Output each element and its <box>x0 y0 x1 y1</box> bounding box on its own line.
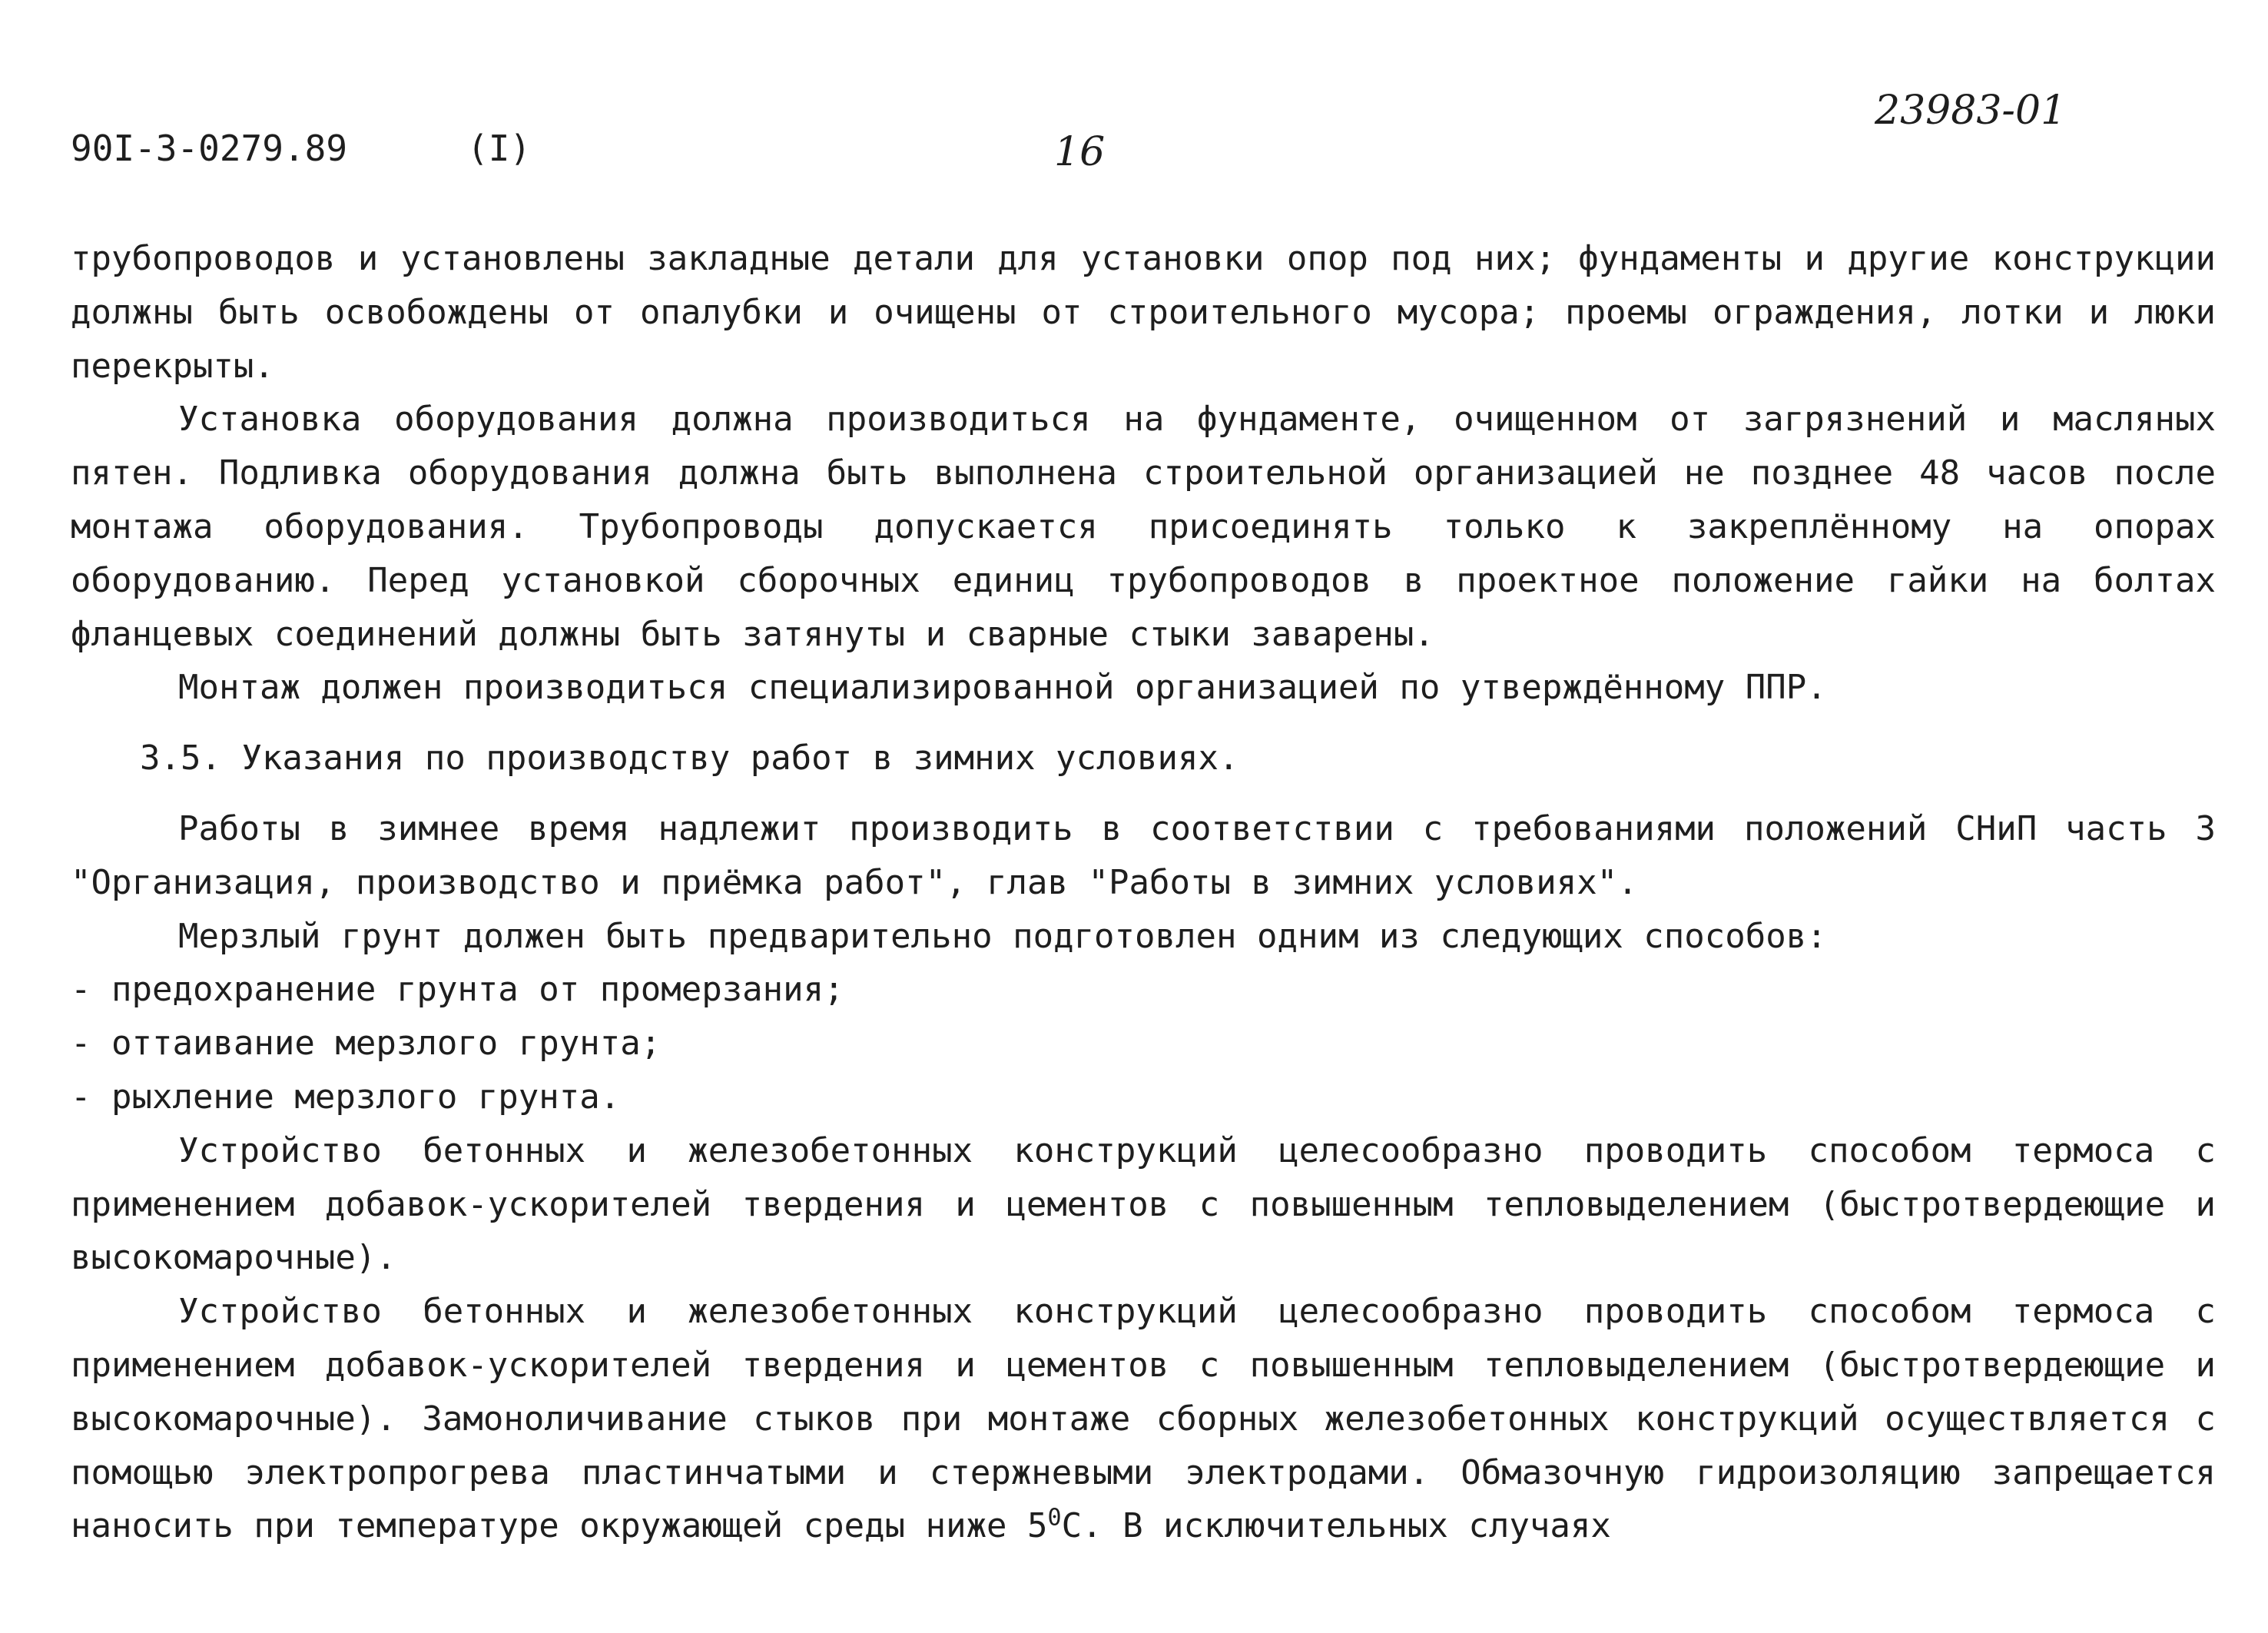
paragraph: Монтаж должен производиться специализированной организацией по утверждённому ППР. <box>178 668 1827 708</box>
paragraph: Установка оборудования должна производиться на фундаменте, очищенном от загрязнений и масляных пятен. Подливка оборудования должна быть выполнена строительной организацией не позднее 48 часов после монтажа оборудования. Трубопроводы допускается присоединять только к закреплённому на опорах оборудованию. Перед установкой сборочных единиц трубопроводов в проектное положение гайки на болтах фланцевых соединений должны быть затянуты и сварные стыки заварены. <box>71 400 2216 654</box>
document-body <box>71 232 2216 1553</box>
list-item: - оттаивание мерзлого грунта; <box>71 1024 662 1064</box>
paragraph-last <box>71 1285 2216 1553</box>
archive-number: 23983-01 <box>1875 88 2067 134</box>
document-part: (I) <box>467 128 532 169</box>
paragraph: Работы в зимнее время надлежит производить в соответствии с требованиями положений СНиП часть 3 "Организация, производство и приёмка работ", глав "Работы в зимних условиях". <box>71 808 2216 902</box>
list-item: - рыхление мерзлого грунта. <box>71 1077 621 1117</box>
list-item: - предохранение грунта от промерзания; <box>71 970 844 1010</box>
paragraph: Устройство бетонных и железобетонных конструкций целесообразно проводить способом термоса с применением добавок-ускорителей твердения и цементов с повышенным тепловыделением (быстротвердеющие и высокомарочные). <box>71 1130 2216 1278</box>
degree-superscript: 0 <box>1047 1504 1062 1532</box>
paragraph-text: С. В исключительных случаях <box>1061 1506 1611 1546</box>
paragraph: трубопроводов и установлены закладные детали для установки опор под них; фундаменты и другие конструкции должны быть освобождены от опалубки и очищены от строительного мусора; проемы ограждения, лотки и люки перекрыты. <box>71 239 2216 386</box>
paragraph-text: Устройство бетонных и железобетонных конструкций целесообразно проводить способом термоса с применением добавок-ускорителей твердения и цементов с повышенным тепловыделением (быстротвердеющие и высокомарочные). Замоноличивание стыков при монтаже сборных железобетонных конструкций осуществляется с помощью электропрогрева пластинчатыми и стержневыми электродами. Обмазочную гидроизоляцию запрещается наносить при температуре окружающей среды ниже 5 <box>71 1292 2216 1546</box>
page-number: 16 <box>1054 129 1106 175</box>
section-heading: 3.5. Указания по производству работ в зимних условиях. <box>140 739 1239 778</box>
document-code: 90I-3-0279.89 <box>71 128 348 169</box>
paragraph: Мерзлый грунт должен быть предварительно подготовлен одним из следующих способов: <box>178 916 1827 956</box>
